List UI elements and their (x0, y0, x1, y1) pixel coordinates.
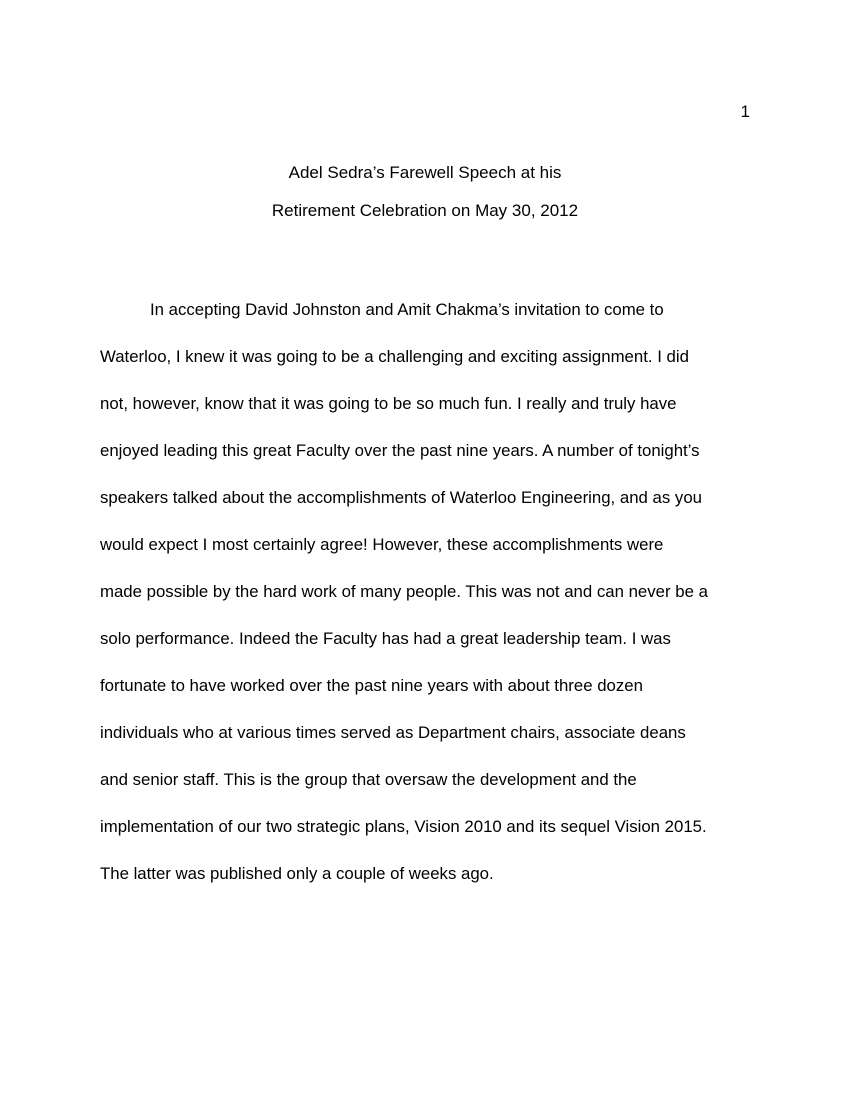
paragraph-line: made possible by the hard work of many people. This was not and can never be a (100, 582, 708, 601)
speech-paragraph (100, 300, 760, 911)
paragraph-line: would expect I most certainly agree! However, these accomplishments were (100, 535, 664, 554)
document-title (100, 163, 750, 221)
paragraph-line: speakers talked about the accomplishments of Waterloo Engineering, and as you (100, 488, 702, 507)
paragraph-line: The latter was published only a couple of weeks ago. (100, 864, 494, 883)
paragraph-line: not, however, know that it was going to be so much fun. I really and truly have (100, 394, 677, 413)
title-line-2: Retirement Celebration on May 30, 2012 (271, 201, 579, 220)
paragraph-line: fortunate to have worked over the past nine years with about three dozen (100, 676, 643, 695)
paragraph-line: Waterloo, I knew it was going to be a challenging and exciting assignment. I did (100, 347, 689, 366)
paragraph-line: In accepting David Johnston and Amit Chakma’s invitation to come to (150, 300, 664, 319)
paragraph-line: enjoyed leading this great Faculty over the past nine years. A number of tonight’s (100, 441, 700, 460)
paragraph-line: and senior staff. This is the group that oversaw the development and the (100, 770, 637, 789)
paragraph-line: implementation of our two strategic plans, Vision 2010 and its sequel Vision 2015. (100, 817, 707, 836)
paragraph-line: individuals who at various times served as Department chairs, associate deans (100, 723, 686, 742)
paragraph-line: solo performance. Indeed the Faculty has had a great leadership team. I was (100, 629, 671, 648)
page-number: 1 (740, 102, 750, 121)
title-line-1: Adel Sedra’s Farewell Speech at his (288, 163, 562, 182)
